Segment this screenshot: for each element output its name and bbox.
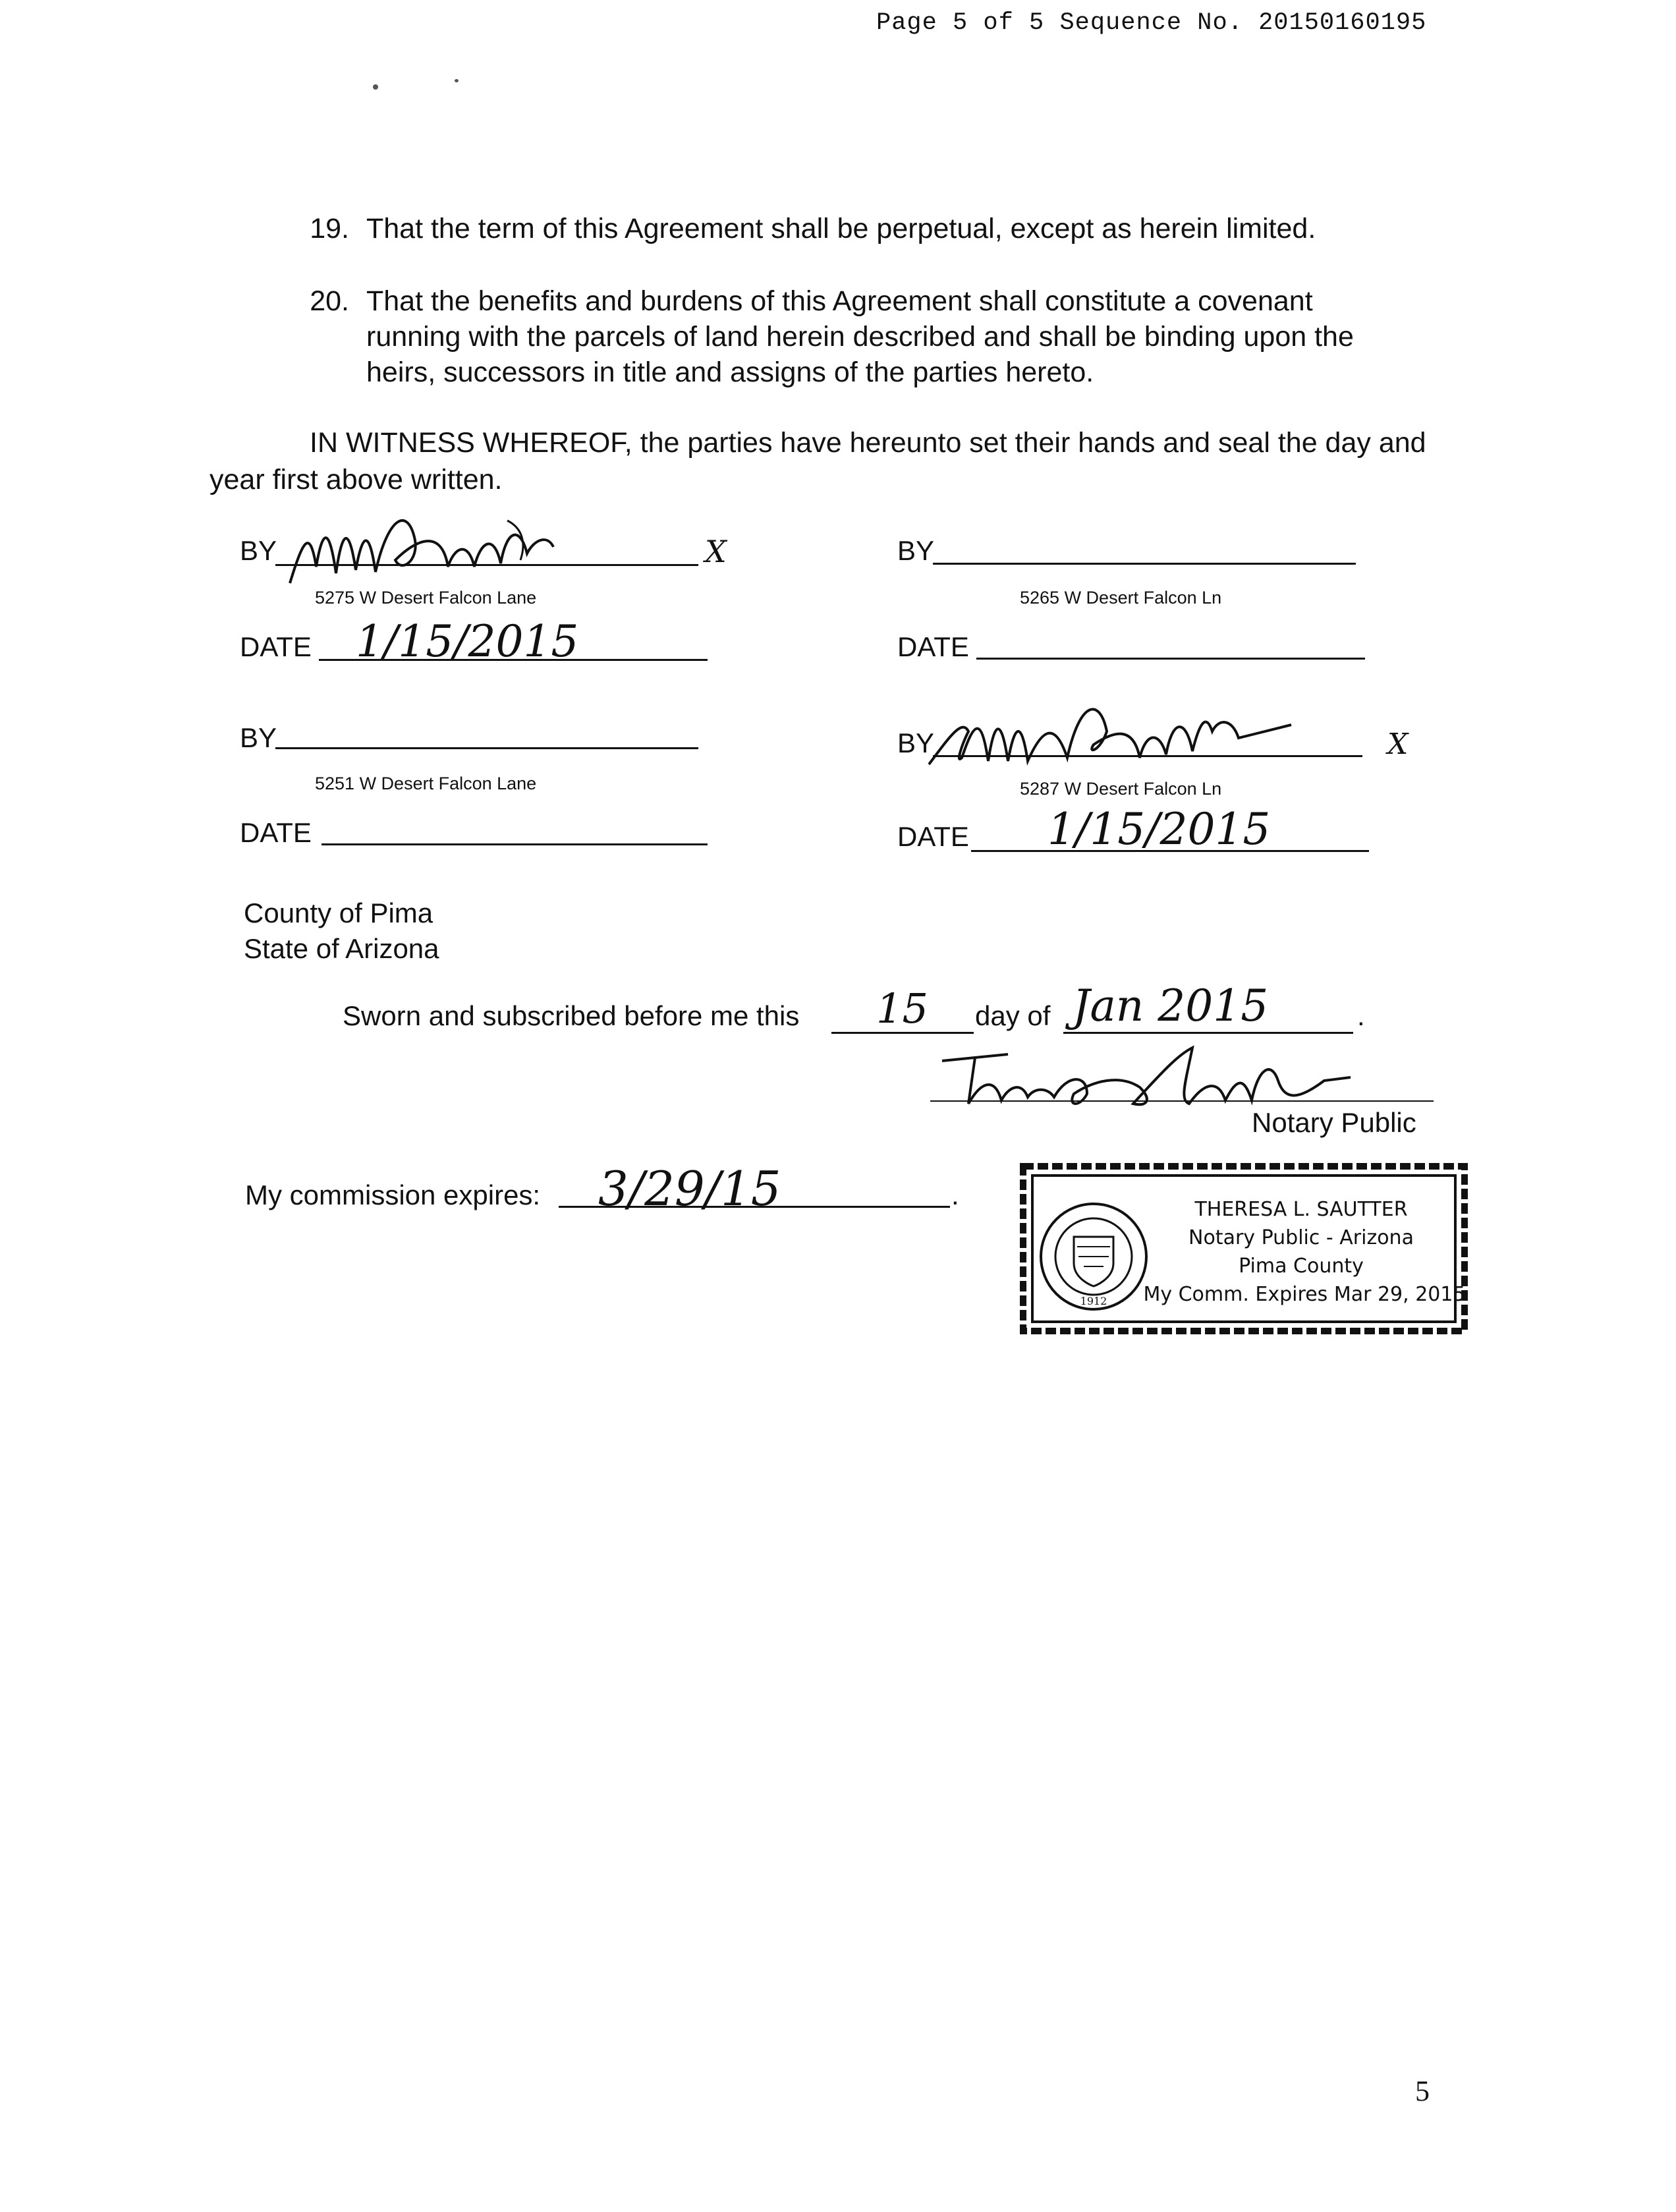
page-header: Page 5 of 5 Sequence No. 20150160195 [876,9,1427,37]
sworn-text: Sworn and subscribed before me this [343,1000,800,1031]
clause-text: That the term of this Agreement shall be perpetual, except as herein limited. [366,213,1316,244]
address-label: 5265 W Desert Falcon Ln [1020,588,1222,608]
handwritten-date: 1/15/2015 [1048,804,1271,855]
period: . [1357,1000,1365,1031]
stamp-expiry: My Comm. Expires Mar 29, 2015 [1143,1283,1466,1306]
date-label: DATE [240,631,312,662]
witness-text: IN WITNESS WHEREOF, the parties have hereunto set their hands and seal the day and [310,427,1426,459]
handwritten-date: 1/15/2015 [356,616,579,667]
handwritten-commission-date: 3/29/15 [598,1161,781,1216]
clause-number: 20. [310,285,349,317]
scan-speck [373,84,378,90]
seal-year: 1912 [1080,1295,1107,1307]
date-line [976,658,1365,660]
commission-label: My commission expires: [245,1179,541,1210]
date-label: DATE [897,631,969,662]
stamp-name: THERESA L. SAUTTER [1194,1198,1408,1221]
signature-line [933,563,1356,565]
state-seal-icon [1038,1201,1150,1313]
notary-signature-line [930,1100,1434,1102]
handwritten-month-year: Jan 2015 [1073,980,1269,1031]
notary-stamp [1018,1160,1472,1336]
notary-public-label: Notary Public [1252,1107,1416,1138]
clause-text: That the benefits and burdens of this Agreement shall constitute a covenant [366,285,1313,317]
handwritten-day: 15 [876,984,928,1033]
page-number: 5 [1415,2075,1430,2107]
signature-line [275,747,698,749]
by-label: BY [240,722,277,753]
month-year-line [1063,1032,1353,1034]
handwritten-signature [922,692,1318,778]
by-label: BY [240,535,277,566]
county-label: County of Pima [244,897,433,928]
mark-x: X [705,534,727,569]
clause-number: 19. [310,213,349,244]
clause-text: running with the parcels of land herein described and shall be binding upon the [366,321,1354,353]
period: . [951,1179,959,1210]
stamp-county: Pima County [1239,1255,1364,1278]
by-label: BY [897,535,935,566]
address-label: 5275 W Desert Falcon Lane [315,588,537,608]
address-label: 5251 W Desert Falcon Lane [315,774,537,793]
date-line [321,843,708,845]
day-of-label: day of [975,1000,1051,1031]
stamp-title: Notary Public - Arizona [1188,1226,1414,1249]
address-label: 5287 W Desert Falcon Ln [1020,779,1222,799]
scan-speck [455,79,459,82]
mark-x: X [1387,727,1409,761]
handwritten-signature [283,501,626,593]
clause-text: heirs, successors in title and assigns of the parties hereto. [366,356,1094,388]
date-label: DATE [897,821,969,852]
by-label: BY [897,727,935,758]
witness-text: year first above written. [210,464,503,496]
date-label: DATE [240,817,312,848]
state-label: State of Arizona [244,933,439,964]
